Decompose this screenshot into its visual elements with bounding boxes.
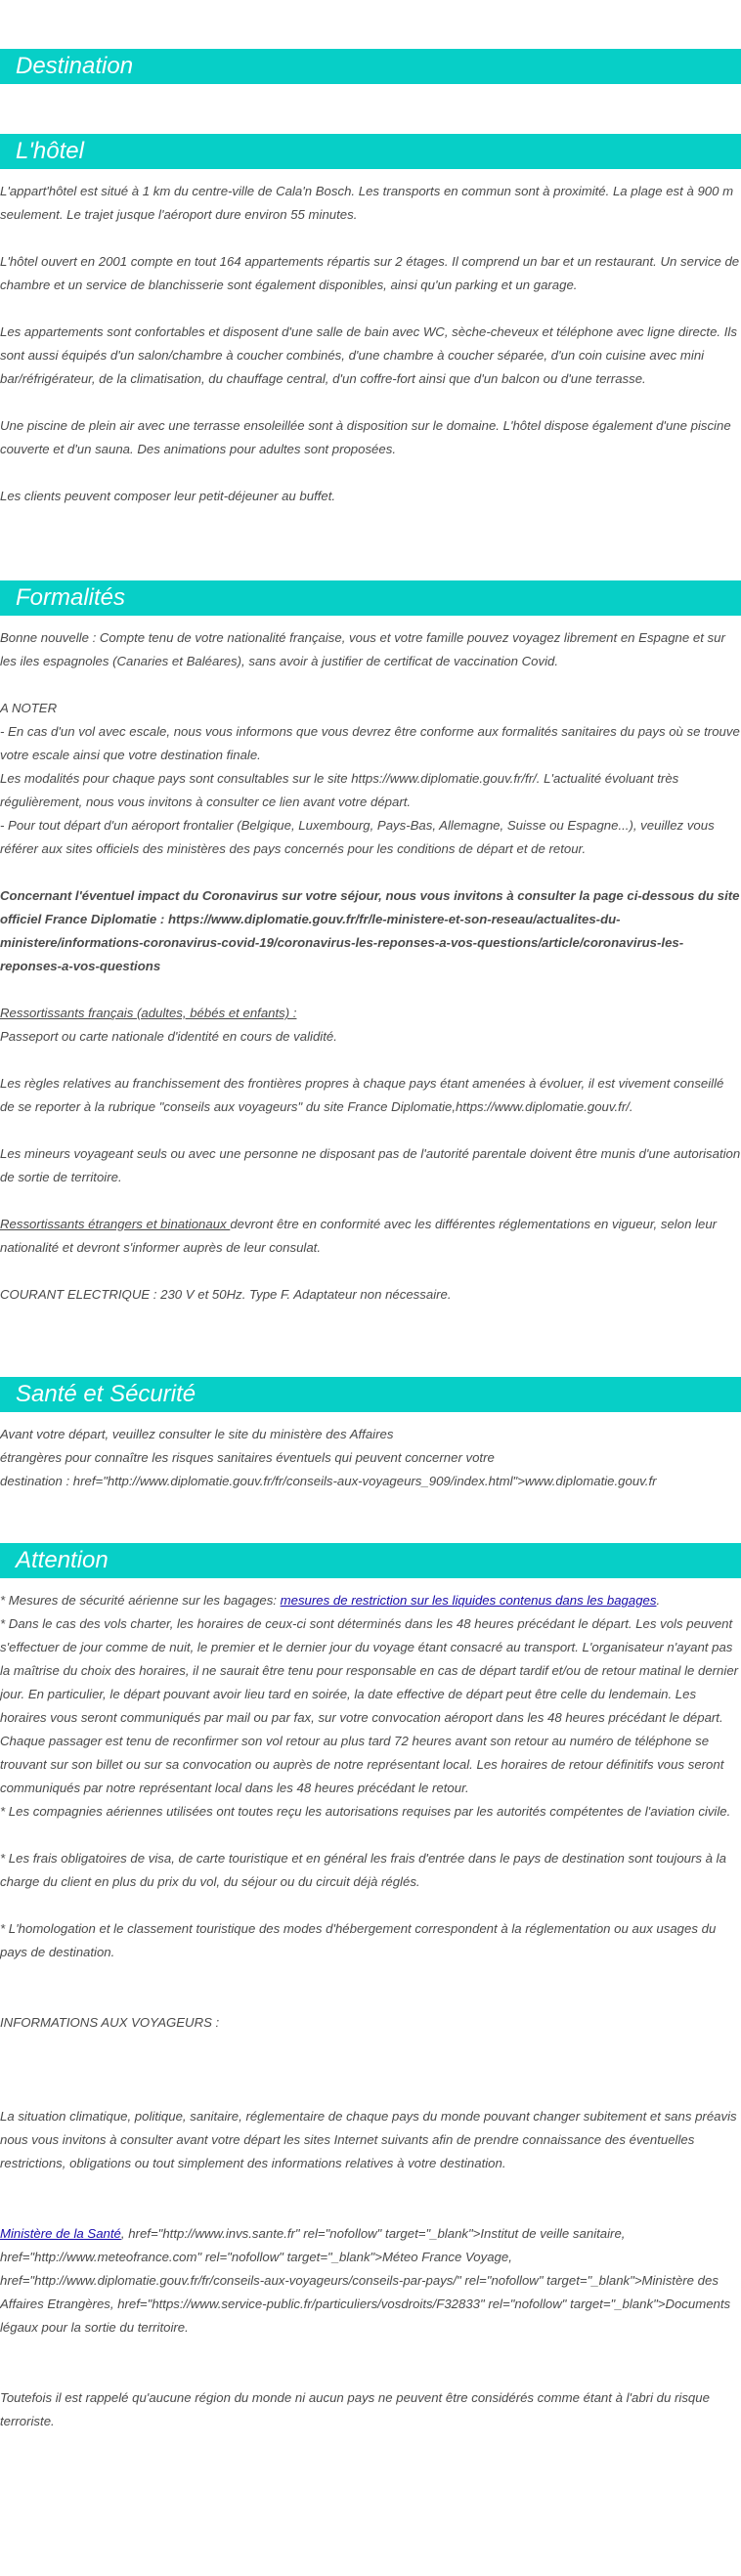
hotel-breakfast-text: Les clients peuvent composer leur petit-déjeuner au buffet.: [0, 489, 336, 503]
mineurs-text: Les mineurs voyageant seuls ou avec une personne ne disposant pas de l'autorité parentale doivent être munis d'une autorisation de sortie de territoire.: [0, 1146, 741, 1184]
note-label: A NOTER: [0, 701, 58, 715]
liquides-restriction-link[interactable]: mesures de restriction sur les liquides contenus dans les bagages: [280, 1593, 657, 1608]
hotel-facilities-text: L'hôtel ouvert en 2001 compte en tout 164 appartements répartis sur 2 étages. Il comprend un bar et un restaurant. Un service de chambre et un service de blanchisserie sont également disponibles, ainsi qu'un parking et un garage.: [0, 254, 740, 292]
situation-text-2: nous vous invitons à consulter avant votre départ les sites Internet suivants afin de prendre connaissance des éventuelles restrictions, obligations ou tout simplement des informations relatives à votre destination.: [0, 2132, 695, 2170]
note-modalites-text: Les modalités pour chaque pays sont consultables sur le site https://www.diplomatie.gouv.fr/fr/. L'actualité évoluant très régulièrement, nous vous invitons à consulter ce lien avant votre départ.: [0, 771, 679, 809]
charter-text: * Dans le cas des vols charter, les horaires de ceux-ci sont déterminés dans les 48 heures précédant le départ. Les vols peuvent s'effectuer de jour comme de nuit, le premier et le dernier jour du voyage étant consacré au transport. L'organisateur n'ayant pas la maîtrise du choix des horaires, il ne saurait être tenu pour responsable en cas de départ tardif et/ou de retour matinal le dernier jour. En particulier, le départ pouvant avoir lieu tard en soirée, la date effective de départ peut être celle du lendemain. Les horaires vous seront communiqués par mail ou par fax, sur votre convocation aéroport dans les 48 heures précédant le départ. Chaque passager est tenu de reconfirmer son vol retour au plus tard 72 heures avant son retour au numéro de téléphone se trouvant sur son billet ou sur sa convocation ou auprès de notre représentant local. Les horaires de retour définitifs vous seront communiqués par notre représentant local dans les 48 heures précédant le retour.: [0, 1616, 739, 1795]
covid-notice: Concernant l'éventuel impact du Coronavirus sur votre séjour, nous vous invitons à consulter la page ci-dessous du site officiel France Diplomatie : https://www.diplomatie.gouv.fr/fr/le-ministere-et-son-reseau/actualites-du-ministere/informations-coronavirus-covid-19/coronavirus-les-reponses-a-vos-questions/article/coronavirus-les-reponses-a-vos-questions: [0, 888, 740, 973]
frais-text: * Les frais obligatoires de visa, de carte touristique et en général les frais d'entrée dans le pays de destination sont toujours à la charge du client en plus du prix du vol, du séjour ou du circuit déjà réglés.: [0, 1851, 726, 1889]
regles-frontieres-text: Les règles relatives au franchissement des frontières propres à chaque pays étant amenées à évoluer, il est vivement conseillé de se reporter à la rubrique "conseils aux voyageurs" du site France Diplomatie,https://www.diplomatie.gouv.fr/.: [0, 1076, 724, 1114]
sante-line-2: étrangères pour connaître les risques sanitaires éventuels qui peuvent concerner votre: [0, 1450, 495, 1465]
situation-text-1: La situation climatique, politique, sanitaire, réglementaire de chaque pays du monde pouvant changer subitement et sans préavis: [0, 2109, 737, 2124]
note-frontalier-text: - Pour tout départ d'un aéroport frontalier (Belgique, Luxembourg, Pays-Bas, Allemagne, Suisse ou Espagne...), veuillez vous référer aux sites officiels des ministères des pays concernés pour les conditions de départ et de retour.: [0, 818, 715, 856]
section-sante-title: Santé et Sécurité: [0, 1377, 741, 1412]
homologation-text: * L'homologation et le classement touristique des modes d'hébergement correspondent à la réglementation ou aux usages du pays de destination.: [0, 1921, 717, 1959]
section-formalites-title: Formalités: [0, 580, 741, 616]
courant-electrique-text: COURANT ELECTRIQUE : 230 V et 50Hz. Type F. Adaptateur non nécessaire.: [0, 1287, 452, 1302]
securite-prefix: * Mesures de sécurité aérienne sur les bagages:: [0, 1593, 281, 1608]
section-destination-title: Destination: [0, 49, 741, 84]
hotel-pool-text: Une piscine de plein air avec une terrasse ensoleillée sont à disposition sur le domaine. L'hôtel dispose également d'une piscine couverte et d'un sauna. Des animations pour adultes sont proposées.: [0, 418, 731, 456]
section-hotel-title: L'hôtel: [0, 134, 741, 169]
hotel-location-text: L'appart'hôtel est situé à 1 km du centre-ville de Cala'n Bosch. Les transports en commun sont à proximité. La plage est à 900 m seulement. Le trajet jusque l'aéroport dure environ 55 minutes.: [0, 184, 734, 222]
info-voyageurs-title: INFORMATIONS AUX VOYAGEURS :: [0, 2015, 220, 2030]
ressortissants-fr-label: Ressortissants français (adultes, bébés et enfants) :: [0, 1006, 297, 1020]
hotel-description: [0, 180, 741, 508]
etrangers-label: Ressortissants étrangers et binationaux: [0, 1217, 231, 1231]
ministere-paragraph: [0, 2222, 741, 2340]
sante-line-3: destination : href="http://www.diplomatie.gouv.fr/fr/conseils-aux-voyageurs_909/index.html">www.diplomatie.gouv.fr: [0, 1474, 657, 1488]
securite-bagages-paragraph: [0, 1589, 741, 1612]
etrangers-text: devront être en conformité avec les différentes réglementations en vigueur, selon leur nationalité et devront s'informer auprès de leur consulat.: [0, 1217, 718, 1255]
section-attention-title: Attention: [0, 1543, 741, 1578]
sante-line-1: Avant votre départ, veuillez consulter le site du ministère des Affaires: [0, 1427, 394, 1441]
ministere-rest-text: , href="http://www.invs.sante.fr" rel="nofollow" target="_blank">Institut de veille sanitaire, href="http://www.meteofrance.com" rel="nofollow" target="_blank">Méteo France Voyage, href="http://www.diplomatie.gouv.fr/fr/conseils-aux-voyageurs/conseils-par-pays/" rel="nofollow" target="_blank">Ministère des Affaires Etrangères, href="https://www.service-public.fr/particuliers/vosdroits/F32833" rel="nofollow" target="_blank">Documents légaux pour la sortie du territoire.: [0, 2226, 731, 2335]
terrorisme-text: Toutefois il est rappelé qu'aucune région du monde ni aucun pays ne peuvent être considérés comme étant à l'abri du risque terroriste.: [0, 2390, 710, 2428]
hotel-apartments-text: Les appartements sont confortables et disposent d'une salle de bain avec WC, sèche-cheveux et téléphone avec ligne directe. Ils sont aussi équipés d'un salon/chambre à coucher combinés, d'une chambre à coucher séparée, d'un coin cuisine avec mini bar/réfrigérateur, de la climatisation, du chauffage central, d'un coffre-fort ainsi que d'un balcon ou d'une terrasse.: [0, 324, 737, 386]
etrangers-paragraph: [0, 1213, 741, 1260]
attention-content: [0, 1589, 741, 2433]
note-escale-text: - En cas d'un vol avec escale, nous vous informons que vous devrez être conforme aux formalités sanitaires du pays où se trouve votre escale ainsi que votre destination finale.: [0, 724, 740, 762]
sante-content: [0, 1423, 741, 1493]
compagnies-text: * Les compagnies aériennes utilisées ont toutes reçu les autorisations requises par les autorités compétentes de l'aviation civile.: [0, 1804, 731, 1819]
formalites-content: [0, 626, 741, 1307]
formalites-intro-text: Bonne nouvelle : Compte tenu de votre nationalité française, vous et votre famille pouvez voyagez librement en Espagne et sur les iles espagnoles (Canaries et Baléares), sans avoir à justifier de certificat de vaccination Covid.: [0, 630, 725, 668]
ressortissants-fr-text: Passeport ou carte nationale d'identité en cours de validité.: [0, 1029, 337, 1044]
securite-suffix: .: [656, 1593, 661, 1608]
ministere-sante-link[interactable]: Ministère de la Santé: [0, 2226, 121, 2241]
